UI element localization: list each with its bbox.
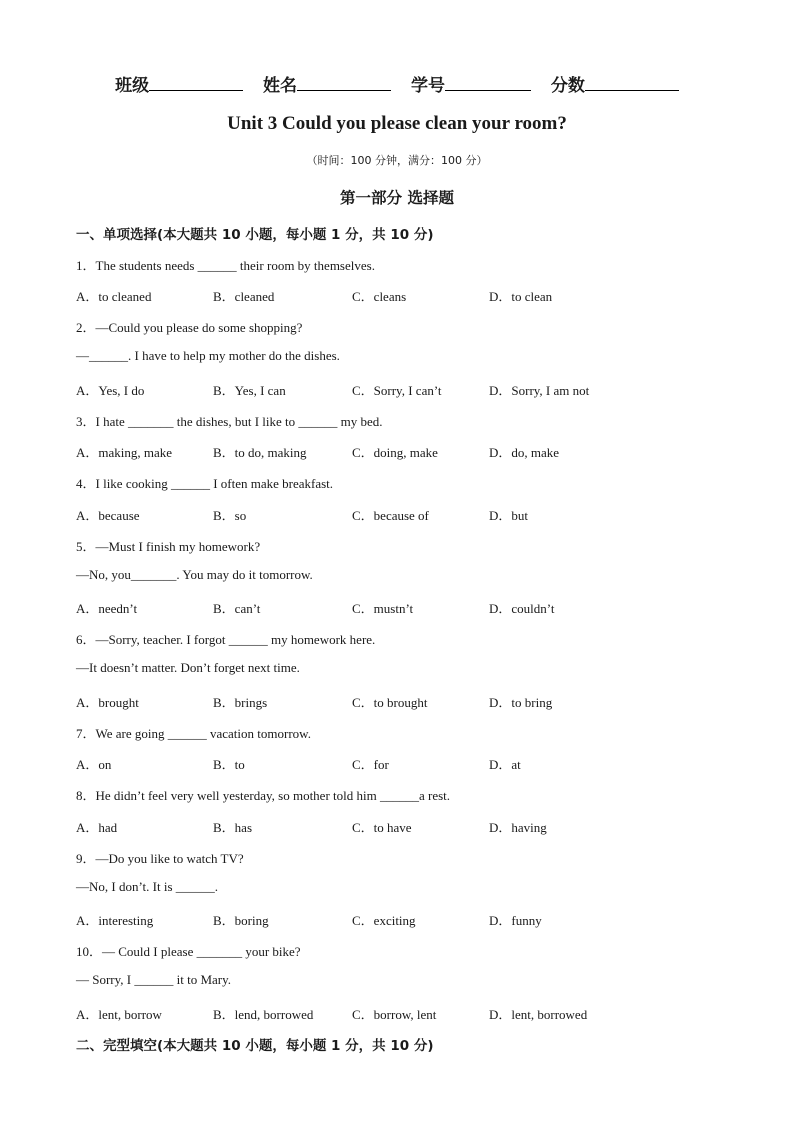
option-c[interactable]: C．for [352,757,389,772]
option-d[interactable]: D．but [489,508,529,523]
question-6-stem: 6．—Sorry, teacher. I forgot ______ my homework here. [76,632,376,647]
option-c[interactable]: C．mustn’t [352,601,414,616]
exam-title: Unit 3 Could you please clean your room? [227,113,567,134]
option-a[interactable]: A．brought [76,695,139,710]
question-6-stem-line-2: —It doesn’t matter. Don’t forget next time. [76,660,300,675]
option-b[interactable]: B．has [213,820,253,835]
option-a[interactable]: A．had [76,820,118,835]
name-field[interactable]: 姓名 [263,71,391,96]
option-a[interactable]: A．needn’t [76,601,138,616]
student-id-blank[interactable] [445,74,531,91]
option-d[interactable]: D．couldn’t [489,601,555,616]
option-c[interactable]: C．to brought [352,695,428,710]
question-5-options [76,598,716,616]
question-3-stem: 3．I hate _______ the dishes, but I like to ______ my bed. [76,414,383,429]
question-10-stem-line-2: — Sorry, I ______ it to Mary. [76,972,232,987]
question-10-stem: 10．— Could I please _______ your bike? [76,944,301,959]
option-b[interactable]: B．brings [213,695,268,710]
option-a[interactable]: A．Yes, I do [76,383,145,398]
option-c[interactable]: C．because of [352,508,429,523]
question-4-options [76,505,716,523]
name-blank[interactable] [297,74,391,91]
question-8-options [76,817,716,835]
option-c[interactable]: C．to have [352,820,412,835]
option-d[interactable]: D．Sorry, I am not [489,383,590,398]
option-b[interactable]: B．Yes, I can [213,383,286,398]
class-field[interactable]: 班级 [115,71,243,96]
question-7-stem: 7．We are going ______ vacation tomorrow. [76,726,311,741]
option-b[interactable]: B．boring [213,913,269,928]
option-c[interactable]: C．exciting [352,913,416,928]
student-id-field[interactable]: 学号 [411,71,531,96]
exam-subtitle: （时间：100 分钟，满分：100 分） [306,154,488,167]
option-a[interactable]: A．interesting [76,913,154,928]
question-2-stem: 2．—Could you please do some shopping? [76,320,303,335]
option-d[interactable]: D．funny [489,913,542,928]
option-a[interactable]: A．lent, borrow [76,1007,162,1022]
part-title: 第一部分 选择题 [340,189,454,207]
option-b[interactable]: B．so [213,508,247,523]
option-a[interactable]: A．to cleaned [76,289,152,304]
option-d[interactable]: D．to bring [489,695,553,710]
option-b[interactable]: B．to do, making [213,445,307,460]
option-c[interactable]: C．doing, make [352,445,438,460]
student-info-header [0,71,794,96]
score-field[interactable]: 分数 [551,71,679,96]
option-d[interactable]: D．to clean [489,289,553,304]
option-d[interactable]: D．lent, borrowed [489,1007,588,1022]
class-blank[interactable] [149,74,243,91]
question-4-stem: 4．I like cooking ______ I often make breakfast. [76,476,334,491]
section-heading-cloze: 二、完型填空(本大题共 10 小题，每小题 1 分，共 10 分) [76,1038,434,1054]
question-9-stem-line-2: —No, I don’t. It is ______. [76,879,219,894]
option-b[interactable]: B．to [213,757,245,772]
option-b[interactable]: B．lend, borrowed [213,1007,314,1022]
question-7-options [76,754,716,772]
score-blank[interactable] [585,74,679,91]
option-b[interactable]: B．can’t [213,601,261,616]
question-1-stem: 1．The students needs ______ their room by themselves. [76,258,375,273]
question-9-stem: 9．—Do you like to watch TV? [76,851,244,866]
option-b[interactable]: B．cleaned [213,289,275,304]
question-6-options [76,692,716,710]
section-heading-single-choice: 一、单项选择(本大题共 10 小题，每小题 1 分，共 10 分) [76,227,434,243]
option-c[interactable]: C．Sorry, I can’t [352,383,442,398]
question-9-options [76,910,716,928]
option-d[interactable]: D．having [489,820,547,835]
question-2-options [76,380,716,398]
question-10-options [76,1004,716,1022]
question-8-stem: 8．He didn’t feel very well yesterday, so mother told him ______a rest. [76,788,451,803]
option-c[interactable]: C．borrow, lent [352,1007,437,1022]
option-d[interactable]: D．at [489,757,521,772]
option-c[interactable]: C．cleans [352,289,407,304]
option-a[interactable]: A．on [76,757,112,772]
question-5-stem: 5．—Must I finish my homework? [76,539,261,554]
question-1-options [76,286,716,304]
option-d[interactable]: D．do, make [489,445,560,460]
question-2-stem-line-2: —______. I have to help my mother do the dishes. [76,348,340,363]
question-3-options [76,442,716,460]
question-5-stem-line-2: —No, you_______. You may do it tomorrow. [76,567,313,582]
option-a[interactable]: A．making, make [76,445,173,460]
option-a[interactable]: A．because [76,508,140,523]
